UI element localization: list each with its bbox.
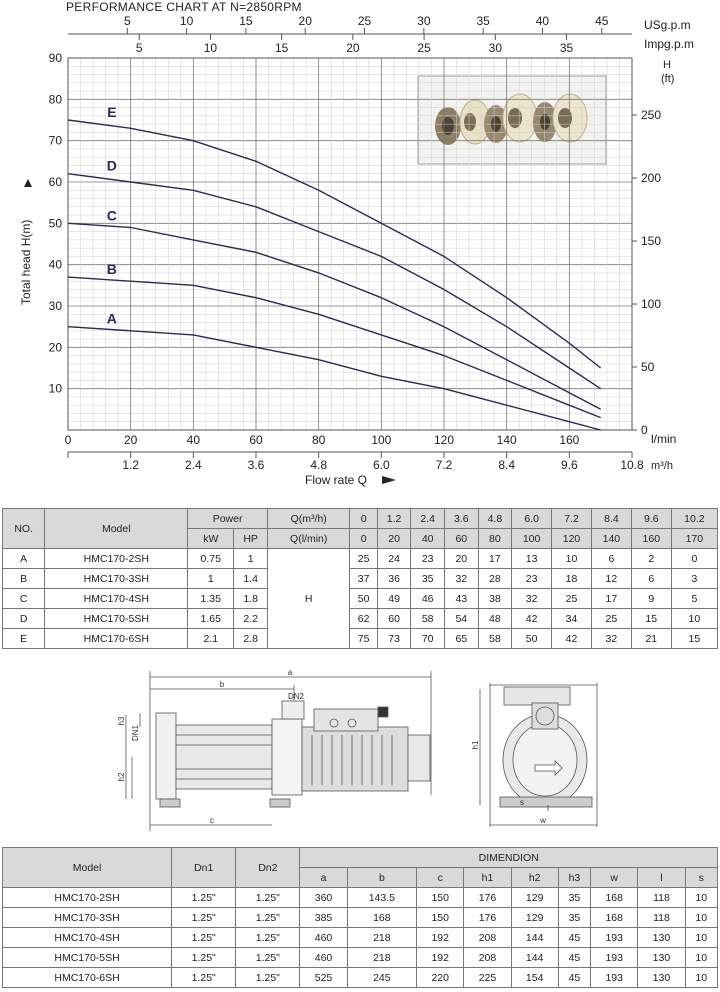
row-head-value: 21 xyxy=(631,629,671,649)
row-dim-value: 245 xyxy=(347,968,417,988)
dim-label-h3: h3 xyxy=(117,716,126,726)
lmin-tick-label: 100 xyxy=(371,433,392,447)
row-dim-value: 385 xyxy=(300,908,347,928)
usgpm-tick-label: 5 xyxy=(123,14,131,28)
impgpm-tick-label: 5 xyxy=(135,41,143,55)
usgpm-tick-label: 40 xyxy=(535,14,550,28)
row-dn2: 1.25" xyxy=(236,888,300,908)
dimension-table xyxy=(2,847,718,988)
row-dn1: 1.25" xyxy=(172,948,236,968)
table-row xyxy=(3,888,718,908)
m3h-unit: m³/h xyxy=(651,460,673,472)
row-dim-value: 150 xyxy=(417,908,464,928)
row-dim-value: 45 xyxy=(558,948,590,968)
q-lmin-value: 140 xyxy=(591,529,631,549)
header-dim-col: h2 xyxy=(511,868,558,888)
row-dn1: 1.25" xyxy=(172,928,236,948)
row-head-value: 43 xyxy=(444,589,478,609)
row-dim-value: 10 xyxy=(685,888,717,908)
dim-label-a: a xyxy=(287,668,293,677)
row-dim-value: 525 xyxy=(300,968,347,988)
table-row xyxy=(3,928,718,948)
table-row xyxy=(3,968,718,988)
lmin-unit: l/min xyxy=(651,432,677,446)
usgpm-tick-label: 25 xyxy=(357,14,372,28)
table-row xyxy=(3,609,718,629)
right-tick-label: 100 xyxy=(641,297,662,312)
row-head-value: 6 xyxy=(591,549,631,569)
header-dim-col: h1 xyxy=(464,868,511,888)
dim-label-h1: h1 xyxy=(471,740,480,750)
row-head-value: 23 xyxy=(411,549,445,569)
q-lmin-value: 120 xyxy=(552,529,592,549)
row-dim-value: 220 xyxy=(417,968,464,988)
q-m3h-value: 8.4 xyxy=(591,509,631,529)
q-m3h-value: 9.6 xyxy=(631,509,671,529)
row-dim-value: 118 xyxy=(638,888,685,908)
header-dim-col: a xyxy=(300,868,347,888)
row-no: B xyxy=(3,569,45,589)
lmin-tick-label: 40 xyxy=(186,433,201,447)
row-dim-value: 176 xyxy=(464,908,511,928)
performance-table xyxy=(2,508,718,649)
impeller-photo xyxy=(418,76,606,164)
row-no: A xyxy=(3,549,45,569)
row-head-value: 17 xyxy=(591,589,631,609)
row-head-value: 36 xyxy=(377,569,411,589)
row-head-value: 28 xyxy=(478,569,512,589)
table-row xyxy=(3,589,718,609)
row-dn2: 1.25" xyxy=(236,948,300,968)
row-head-value: 13 xyxy=(512,549,552,569)
table-row xyxy=(3,948,718,968)
row-dn1: 1.25" xyxy=(172,908,236,928)
header-model: Model xyxy=(45,509,188,549)
q-m3h-value: 1.2 xyxy=(377,509,411,529)
usgpm-tick-label: 15 xyxy=(239,14,253,28)
row-kw: 1.65 xyxy=(188,609,234,629)
row-model: HMC170-3SH xyxy=(45,569,188,589)
lmin-tick-label: 120 xyxy=(433,433,455,447)
impgpm-tick-label: 20 xyxy=(346,41,360,55)
dim-label-b: b xyxy=(219,680,225,689)
right-tick-label: 200 xyxy=(641,171,662,186)
y-tick-label: 60 xyxy=(48,175,62,189)
usgpm-tick-label: 10 xyxy=(179,14,194,28)
row-dim-value: 35 xyxy=(558,888,590,908)
lmin-tick-label: 60 xyxy=(249,433,263,447)
usgpm-axis-label: USg.p.m xyxy=(644,18,691,32)
row-dim-value: 218 xyxy=(347,948,417,968)
row-model: HMC170-5SH xyxy=(3,948,172,968)
row-model: HMC170-6SH xyxy=(3,968,172,988)
impgpm-tick-label: 15 xyxy=(274,41,289,55)
row-head-value: 73 xyxy=(377,629,411,649)
row-no: C xyxy=(3,589,45,609)
y-tick-label: 80 xyxy=(48,92,62,107)
row-kw: 0.75 xyxy=(188,549,234,569)
right-tick-label: 0 xyxy=(641,423,648,437)
m3h-tick-label: 4.8 xyxy=(310,458,328,472)
row-dim-value: 208 xyxy=(464,948,511,968)
q-lmin-value: 40 xyxy=(411,529,445,549)
row-head-value: 62 xyxy=(350,609,377,629)
header-dim-col: b xyxy=(347,868,417,888)
row-head-value: 23 xyxy=(512,569,552,589)
table-row xyxy=(3,569,718,589)
row-dim-value: 144 xyxy=(511,928,558,948)
pump-dimension-drawing xyxy=(0,665,720,837)
q-lmin-value: 60 xyxy=(444,529,478,549)
row-head-value: 25 xyxy=(350,549,377,569)
lmin-tick-label: 160 xyxy=(559,433,580,447)
row-dim-value: 10 xyxy=(685,968,717,988)
dim-label-dn1: DN1 xyxy=(131,724,140,742)
usgpm-tick-label: 45 xyxy=(595,14,609,28)
row-dim-value: 10 xyxy=(685,908,717,928)
q-lmin-value: 80 xyxy=(478,529,512,549)
row-kw: 1 xyxy=(188,569,234,589)
q-m3h-value: 2.4 xyxy=(411,509,445,529)
row-head-value: 38 xyxy=(478,589,512,609)
x-axis-arrow-icon xyxy=(382,476,396,484)
m3h-tick-label: 8.4 xyxy=(498,458,516,472)
row-dim-value: 154 xyxy=(511,968,558,988)
row-head-value: 32 xyxy=(444,569,478,589)
row-model: HMC170-5SH xyxy=(45,609,188,629)
row-head-value: 42 xyxy=(512,609,552,629)
row-dim-value: 168 xyxy=(591,888,638,908)
header-q-lmin: Q(l/min) xyxy=(267,529,350,549)
q-m3h-value: 0 xyxy=(350,509,377,529)
usgpm-tick-label: 30 xyxy=(417,14,431,28)
row-head-value: 60 xyxy=(377,609,411,629)
row-dim-value: 168 xyxy=(347,908,417,928)
m3h-tick-label: 3.6 xyxy=(247,458,265,472)
row-dim-value: 10 xyxy=(685,948,717,968)
row-model: HMC170-6SH xyxy=(45,629,188,649)
header-kw: kW xyxy=(188,529,234,549)
row-dim-value: 218 xyxy=(347,928,417,948)
usgpm-tick-label: 35 xyxy=(476,14,490,28)
right-tick-label: 50 xyxy=(641,360,655,375)
row-head-value: 3 xyxy=(671,569,717,589)
table-row xyxy=(3,549,718,569)
row-kw: 2.1 xyxy=(188,629,234,649)
row-dim-value: 225 xyxy=(464,968,511,988)
q-m3h-value: 6.0 xyxy=(512,509,552,529)
right-axis-unit: (ft) xyxy=(661,73,675,85)
q-lmin-value: 170 xyxy=(671,529,717,549)
row-dim-value: 150 xyxy=(417,888,464,908)
header-hp: HP xyxy=(234,529,268,549)
y-tick-label: 30 xyxy=(48,299,62,313)
dim-label-l: l xyxy=(547,804,549,813)
row-head-value: 32 xyxy=(591,629,631,649)
curve-c xyxy=(68,223,601,409)
row-head-value: 25 xyxy=(552,589,592,609)
row-kw: 1.35 xyxy=(188,589,234,609)
row-head-value: 20 xyxy=(444,549,478,569)
y-tick-label: 70 xyxy=(48,133,62,148)
row-head-value: 6 xyxy=(631,569,671,589)
front-view-drawing xyxy=(480,683,597,827)
lmin-tick-label: 80 xyxy=(311,433,326,447)
header-no: NO. xyxy=(3,509,45,549)
header-dimension: DIMENDION xyxy=(300,848,718,868)
row-dn1: 1.25" xyxy=(172,968,236,988)
row-dim-value: 192 xyxy=(417,948,464,968)
header-dn2: Dn2 xyxy=(236,848,300,888)
row-model: HMC170-4SH xyxy=(3,928,172,948)
row-h-label: H xyxy=(267,549,350,649)
curve-label: B xyxy=(106,261,117,278)
row-head-value: 2 xyxy=(631,549,671,569)
row-head-value: 65 xyxy=(444,629,478,649)
q-lmin-value: 100 xyxy=(512,529,552,549)
row-hp: 1.4 xyxy=(234,569,268,589)
y-axis-arrow-icon xyxy=(24,179,32,187)
table-header-row xyxy=(3,848,718,868)
row-head-value: 49 xyxy=(377,589,411,609)
m3h-tick-label: 6.0 xyxy=(372,458,390,472)
header-dim-col: h3 xyxy=(558,868,590,888)
row-head-value: 17 xyxy=(478,549,512,569)
row-head-value: 48 xyxy=(478,609,512,629)
q-m3h-value: 4.8 xyxy=(478,509,512,529)
row-head-value: 12 xyxy=(591,569,631,589)
table-row xyxy=(3,908,718,928)
curve-label: E xyxy=(107,104,117,120)
row-dn2: 1.25" xyxy=(236,968,300,988)
row-head-value: 25 xyxy=(591,609,631,629)
row-hp: 1.8 xyxy=(234,589,268,609)
row-dim-value: 118 xyxy=(638,908,685,928)
row-hp: 2.2 xyxy=(234,609,268,629)
row-head-value: 32 xyxy=(512,589,552,609)
lmin-tick-label: 0 xyxy=(64,433,72,447)
row-head-value: 15 xyxy=(631,609,671,629)
curve-a xyxy=(68,327,601,430)
usgpm-tick-label: 20 xyxy=(298,14,312,28)
row-head-value: 10 xyxy=(671,609,717,629)
row-head-value: 9 xyxy=(631,589,671,609)
dim-label-w: w xyxy=(540,816,546,825)
row-no: D xyxy=(3,609,45,629)
row-head-value: 35 xyxy=(411,569,445,589)
dim-label-h2: h2 xyxy=(117,772,126,782)
row-dim-value: 45 xyxy=(558,928,590,948)
x-axis-label: Flow rate Q xyxy=(305,473,368,487)
row-head-value: 70 xyxy=(411,629,445,649)
header-dim-col: w xyxy=(591,868,638,888)
row-model: HMC170-2SH xyxy=(3,888,172,908)
side-view-drawing xyxy=(126,671,431,831)
q-m3h-value: 3.6 xyxy=(444,509,478,529)
row-dim-value: 35 xyxy=(558,908,590,928)
lmin-tick-label: 140 xyxy=(496,433,517,447)
header-dim-col: s xyxy=(685,868,717,888)
row-dim-value: 208 xyxy=(464,928,511,948)
dim-label-dn2: DN2 xyxy=(287,692,305,701)
row-dim-value: 360 xyxy=(300,888,347,908)
curve-label: A xyxy=(106,310,117,327)
header-q-m3h: Q(m³/h) xyxy=(267,509,350,529)
q-m3h-value: 10.2 xyxy=(671,509,717,529)
row-hp: 2.8 xyxy=(234,629,268,649)
row-model: HMC170-3SH xyxy=(3,908,172,928)
row-head-value: 46 xyxy=(411,589,445,609)
row-head-value: 34 xyxy=(552,609,592,629)
header-dim-col: l xyxy=(638,868,685,888)
m3h-tick-label: 7.2 xyxy=(435,458,453,472)
row-dim-value: 460 xyxy=(300,928,347,948)
y-tick-label: 10 xyxy=(48,381,62,396)
curve-label: D xyxy=(106,157,117,174)
row-model: HMC170-2SH xyxy=(45,549,188,569)
m3h-tick-label: 1.2 xyxy=(122,458,140,472)
table-row xyxy=(3,629,718,649)
row-model: HMC170-4SH xyxy=(45,589,188,609)
q-lmin-value: 160 xyxy=(631,529,671,549)
table-header-row xyxy=(3,509,718,529)
y-tick-label: 20 xyxy=(48,340,62,355)
dim-label-c: c xyxy=(210,816,214,825)
impgpm-tick-label: 25 xyxy=(417,41,431,55)
impgpm-tick-label: 35 xyxy=(559,41,574,55)
q-lmin-value: 20 xyxy=(377,529,411,549)
row-head-value: 50 xyxy=(512,629,552,649)
row-head-value: 5 xyxy=(671,589,717,609)
y-axis-label: Total head H(m) xyxy=(19,219,33,305)
right-tick-label: 250 xyxy=(641,108,662,123)
row-dim-value: 45 xyxy=(558,968,590,988)
y-tick-label: 40 xyxy=(48,257,62,272)
row-head-value: 0 xyxy=(671,549,717,569)
row-dim-value: 144 xyxy=(511,948,558,968)
m3h-tick-label: 9.6 xyxy=(560,458,578,472)
row-dim-value: 193 xyxy=(591,928,638,948)
row-dim-value: 176 xyxy=(464,888,511,908)
row-dn2: 1.25" xyxy=(236,928,300,948)
row-dn1: 1.25" xyxy=(172,888,236,908)
m3h-tick-label: 2.4 xyxy=(184,458,202,472)
q-lmin-value: 0 xyxy=(350,529,377,549)
header-dim-col: c xyxy=(417,868,464,888)
row-head-value: 54 xyxy=(444,609,478,629)
header-dn1: Dn1 xyxy=(172,848,236,888)
row-dim-value: 130 xyxy=(638,968,685,988)
impgpm-axis-label: Impg.p.m xyxy=(644,37,695,51)
row-head-value: 58 xyxy=(411,609,445,629)
dim-label-s: s xyxy=(520,798,524,807)
row-dim-value: 10 xyxy=(685,928,717,948)
row-dim-value: 143.5 xyxy=(347,888,417,908)
q-m3h-value: 7.2 xyxy=(552,509,592,529)
chart-title: PERFORMANCE CHART AT N=2850RPM xyxy=(66,0,302,14)
impgpm-tick-label: 10 xyxy=(203,41,218,55)
m3h-tick-label: 10.8 xyxy=(620,458,644,472)
row-dim-value: 130 xyxy=(638,928,685,948)
y-tick-label: 90 xyxy=(48,51,62,65)
right-tick-label: 150 xyxy=(641,234,662,249)
row-head-value: 37 xyxy=(350,569,377,589)
curve-label: C xyxy=(106,207,117,224)
row-dim-value: 460 xyxy=(300,948,347,968)
row-dim-value: 193 xyxy=(591,968,638,988)
row-dim-value: 193 xyxy=(591,948,638,968)
row-dim-value: 129 xyxy=(511,888,558,908)
row-head-value: 42 xyxy=(552,629,592,649)
header-power: Power xyxy=(188,509,268,529)
row-head-value: 50 xyxy=(350,589,377,609)
row-dim-value: 192 xyxy=(417,928,464,948)
row-no: E xyxy=(3,629,45,649)
lmin-tick-label: 20 xyxy=(123,433,138,447)
row-head-value: 15 xyxy=(671,629,717,649)
row-dim-value: 129 xyxy=(511,908,558,928)
row-hp: 1 xyxy=(234,549,268,569)
row-head-value: 10 xyxy=(552,549,592,569)
row-head-value: 24 xyxy=(377,549,411,569)
row-head-value: 75 xyxy=(350,629,377,649)
right-axis-label: H xyxy=(663,59,671,71)
row-dim-value: 130 xyxy=(638,948,685,968)
row-head-value: 58 xyxy=(478,629,512,649)
row-dim-value: 168 xyxy=(591,908,638,928)
y-tick-label: 50 xyxy=(48,216,62,231)
row-head-value: 18 xyxy=(552,569,592,589)
header-model: Model xyxy=(3,848,172,888)
row-dn2: 1.25" xyxy=(236,908,300,928)
impgpm-tick-label: 30 xyxy=(488,41,503,55)
